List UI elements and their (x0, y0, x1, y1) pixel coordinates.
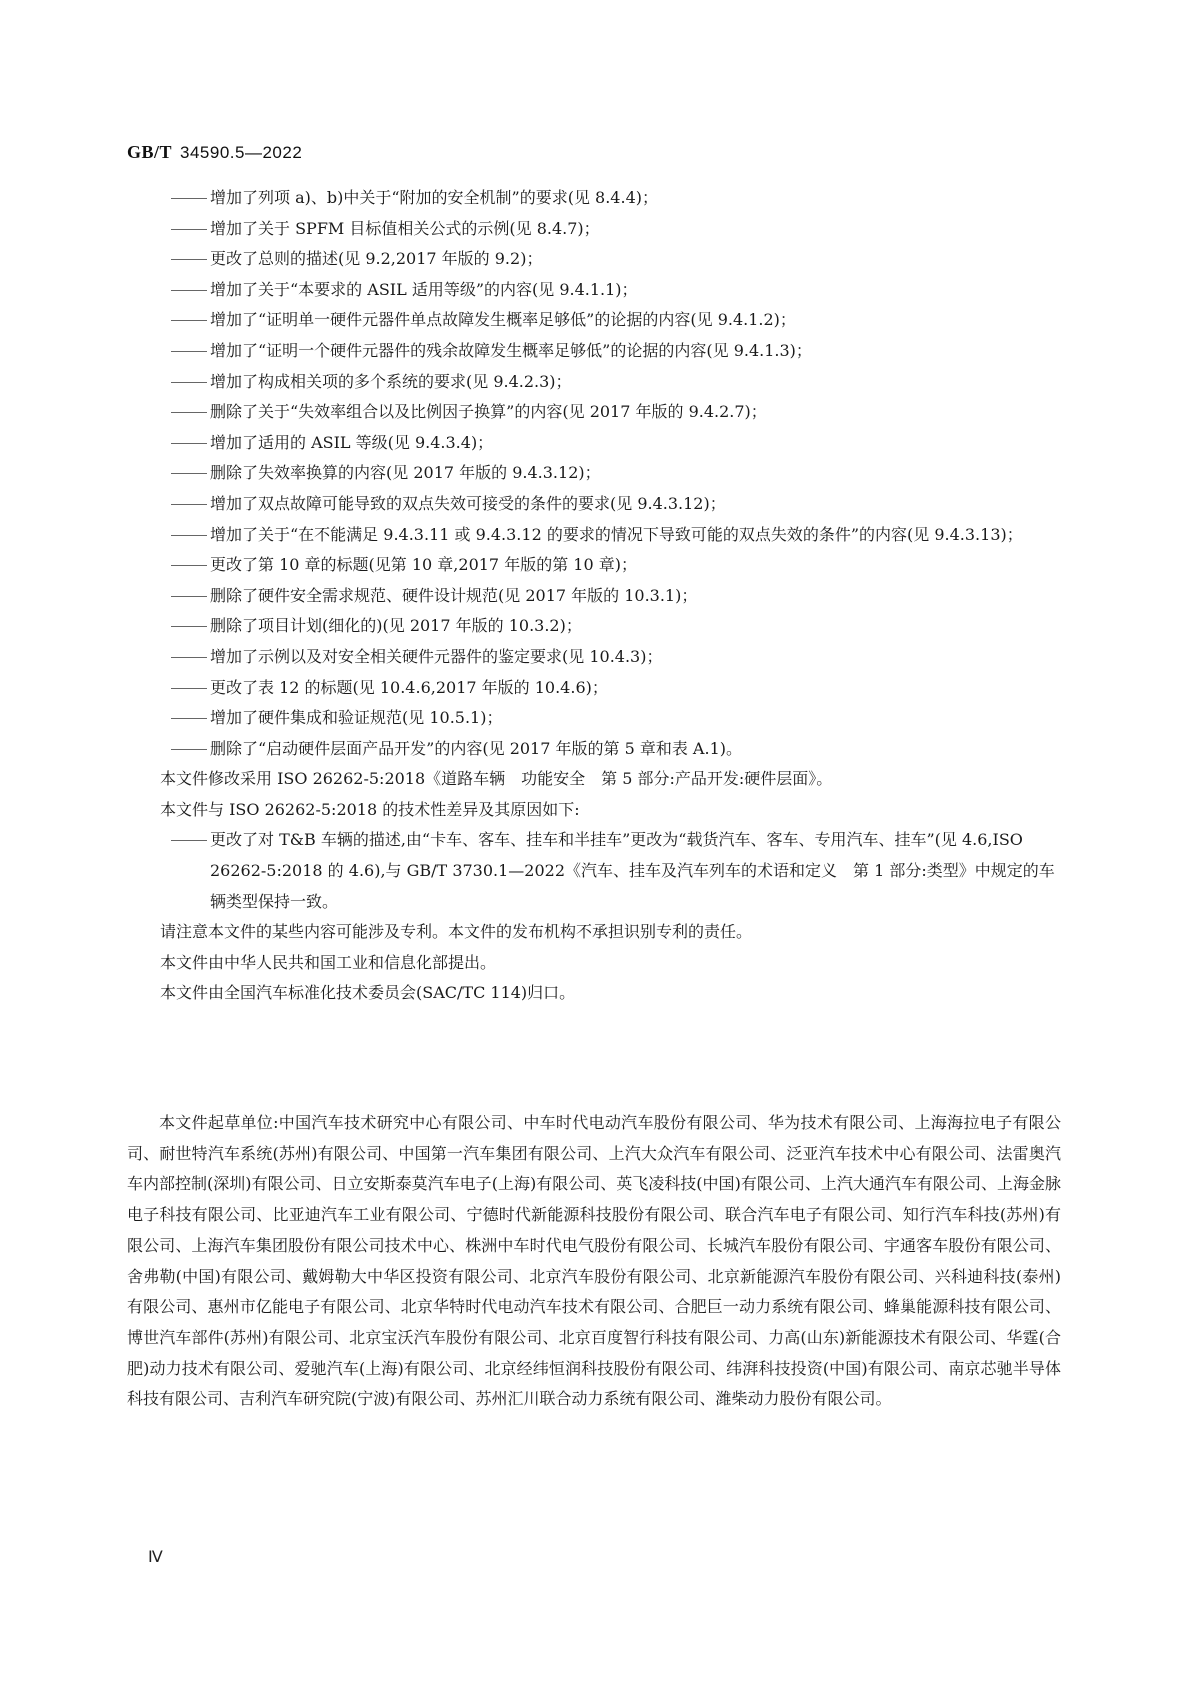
list-item: 更改了总则的描述(见 9.2,2017 年版的 9.2)； (210, 249, 543, 269)
list-item: 更改了表 12 的标题(见 10.4.6,2017 年版的 10.4.6)； (210, 677, 608, 697)
list-item: 更改了第 10 章的标题(见第 10 章,2017 年版的第 10 章)； (210, 555, 637, 575)
list-item: 增加了关于 SPFM 目标值相关公式的示例(见 8.4.7)； (210, 218, 600, 238)
list-item: 删除了失效率换算的内容(见 2017 年版的 9.4.3.12)； (210, 463, 601, 483)
list-item: 增加了构成相关项的多个系统的要求(见 9.4.2.3)； (210, 371, 572, 391)
list-item: 增加了示例以及对安全相关硬件元器件的鉴定要求(见 10.4.3)； (210, 646, 663, 666)
list-item: 增加了列项 a)、b)中关于“附加的安全机制”的要求(见 8.4.4)； (210, 188, 658, 207)
list-item: 删除了“启动硬件层面产品开发”的内容(见 2017 年版的第 5 章和表 A.1)。 (210, 738, 742, 758)
standard-number: 34590.5—2022 (180, 143, 303, 162)
adoption-statement: 本文件修改采用 ISO 26262-5:2018《道路车辆 功能安全 第 5 部分:产品开发:硬件层面》。 (160, 769, 833, 789)
changes-list (160, 183, 1060, 1009)
list-item: 增加了关于“本要求的 ASIL 适用等级”的内容(见 9.4.1.1)； (210, 279, 638, 299)
list-item: 删除了硬件安全需求规范、硬件设计规范(见 2017 年版的 10.3.1)； (210, 585, 698, 605)
list-item: 增加了关于“在不能满足 9.4.3.11 或 9.4.3.12 的要求的情况下导致可能的双点失效的条件”的内容(见 9.4.3.13)； (210, 524, 1023, 544)
patent-note: 请注意本文件的某些内容可能涉及专利。本文件的发布机构不承担识别专利的责任。 (160, 922, 753, 942)
list-item: 删除了项目计划(细化的)(见 2017 年版的 10.3.2)； (210, 616, 582, 636)
centralized-by: 本文件由全国汽车标准化技术委员会(SAC/TC 114)归口。 (160, 983, 576, 1003)
list-item: 删除了关于“失效率组合以及比例因子换算”的内容(见 2017 年版的 9.4.2.7)； (210, 402, 767, 422)
proposed-by: 本文件由中华人民共和国工业和信息化部提出。 (160, 952, 497, 972)
differences-intro: 本文件与 ISO 26262-5:2018 的技术性差异及其原因如下: (160, 799, 580, 819)
standard-header (127, 142, 302, 163)
list-item: 增加了“证明一个硬件元器件的残余故障发生概率足够低”的论据的内容(见 9.4.1.3)； (210, 340, 812, 360)
drafting-units: 本文件起草单位:中国汽车技术研究中心有限公司、中车时代电动汽车股份有限公司、华为技术有限公司、上海海拉电子有限公司、耐世特汽车系统(苏州)有限公司、中国第一汽车集团有限公司、上汽大众汽车有限公司、泛亚汽车技术中心有限公司、法雷奥汽车内部控制(深圳)有限公司、日立安斯泰莫汽车电子(上海)有限公司、英飞凌科技(中国)有限公司、上汽大通汽车有限公司、上海金脉电子科技有限公司、比亚迪汽车工业有限公司、宁德时代新能源科技股份有限公司、联合汽车电子有限公司、知行汽车科技(苏州)有限公司、上海汽车集团股份有限公司技术中心、株洲中车时代电气股份有限公司、长城汽车股份有限公司、宇通客车股份有限公司、舍弗勒(中国)有限公司、戴姆勒大中华区投资有限公司、北京汽车股份有限公司、北京新能源汽车股份有限公司、兴科迪科技(泰州)有限公司、惠州市亿能电子有限公司、北京华特时代电动汽车技术有限公司、合肥巨一动力系统有限公司、蜂巢能源科技有限公司、博世汽车部件(苏州)有限公司、北京宝沃汽车股份有限公司、北京百度智行科技有限公司、力高(山东)新能源技术有限公司、华霆(合肥)动力技术有限公司、爱驰汽车(上海)有限公司、北京经纬恒润科技股份有限公司、纬湃科技投资(中国)有限公司、南京芯驰半导体科技有限公司、吉利汽车研究院(宁波)有限公司、苏州汇川联合动力系统有限公司、潍柴动力股份有限公司。 (127, 1113, 1061, 1409)
list-item: 更改了对 T&B 车辆的描述,由“卡车、客车、挂车和半挂车”更改为“载货汽车、客车、专用汽车、挂车”(见 4.6,ISO 26262-5:2018 的 4.6),与 GB/T 3730.1—2022《汽车、挂车及汽车列车的术语和定义 第 1 部分:类型》中规定的车辆类型保持一致。 (210, 830, 1055, 911)
list-item: 增加了双点故障可能导致的双点失效可接受的条件的要求(见 9.4.3.12)； (210, 493, 726, 513)
page-number: Ⅳ (148, 1549, 163, 1566)
standard-prefix: GB/T (127, 142, 173, 162)
list-item: 增加了适用的 ASIL 等级(见 9.4.3.4)； (210, 432, 494, 452)
list-item: 增加了硬件集成和验证规范(见 10.5.1)； (210, 708, 503, 728)
list-item: 增加了“证明单一硬件元器件单点故障发生概率足够低”的论据的内容(见 9.4.1.2)； (210, 310, 796, 330)
